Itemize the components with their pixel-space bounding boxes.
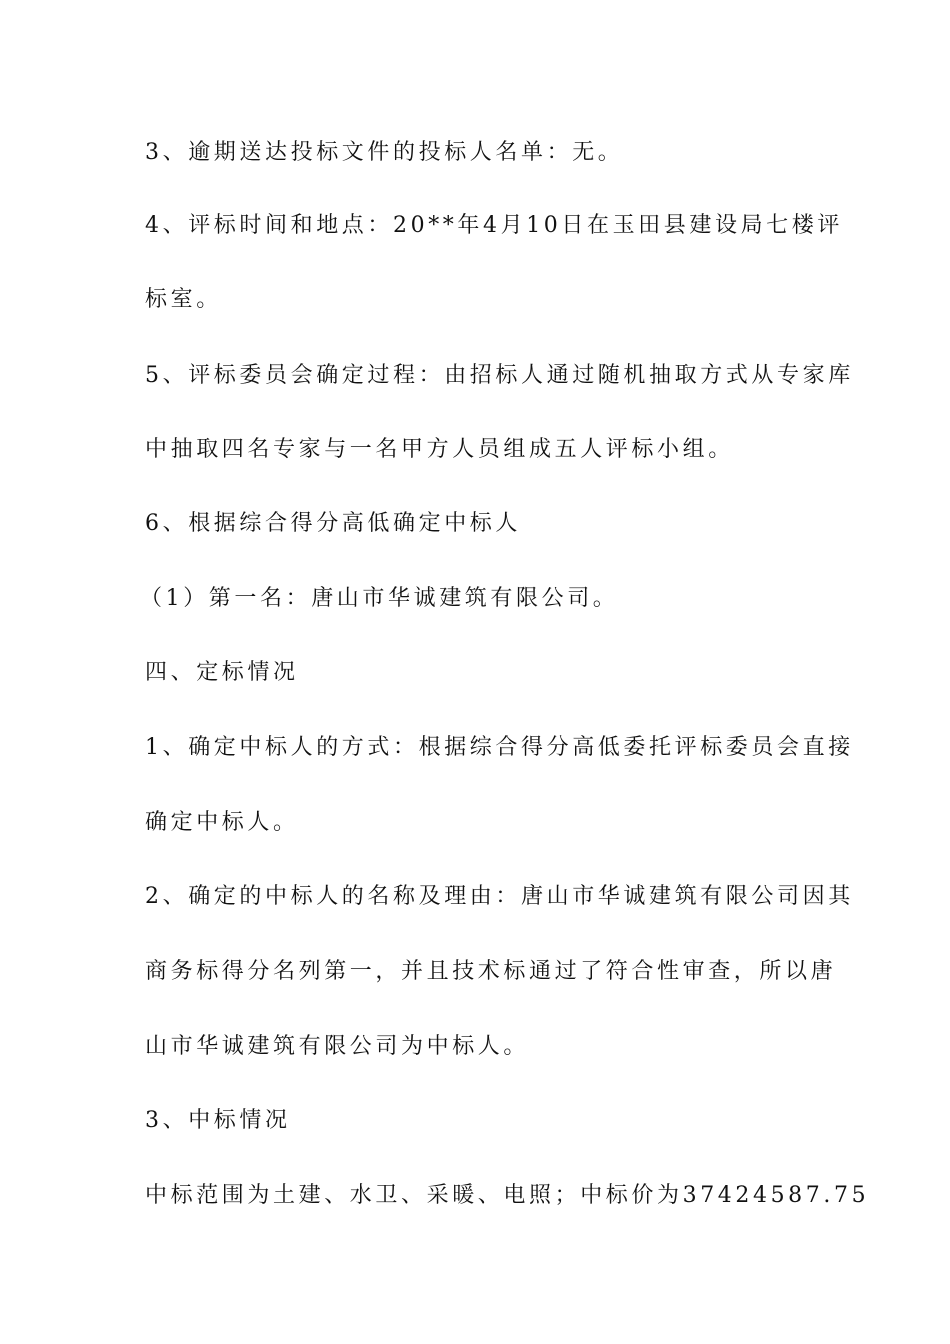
paragraph-award-situation: 3、中标情况 — [145, 1108, 291, 1133]
paragraph-late-bidders: 3、逾期送达投标文件的投标人名单：无。 — [145, 140, 624, 165]
paragraph-award-scope-price: 中标范围为土建、水卫、采暖、电照；中标价为37424587.75 — [145, 1183, 870, 1208]
paragraph-committee-process-cont: 中抽取四名专家与一名甲方人员组成五人评标小组。 — [145, 437, 734, 462]
paragraph-award-method: 1、确定中标人的方式：根据综合得分高低委托评标委员会直接 — [145, 735, 854, 760]
paragraph-evaluation-time-place-cont: 标室。 — [145, 287, 222, 312]
paragraph-award-method-cont: 确定中标人。 — [145, 810, 299, 835]
section-heading-award: 四、定标情况 — [145, 660, 299, 685]
paragraph-first-place: （1）第一名：唐山市华诚建筑有限公司。 — [140, 586, 619, 611]
paragraph-winner-reason-cont-2: 山市华诚建筑有限公司为中标人。 — [145, 1034, 530, 1059]
paragraph-evaluation-time-place: 4、评标时间和地点：20**年4月10日在玉田县建设局七楼评 — [145, 213, 843, 238]
paragraph-committee-process: 5、评标委员会确定过程：由招标人通过随机抽取方式从专家库 — [145, 363, 854, 388]
paragraph-winner-reason-cont-1: 商务标得分名列第一，并且技术标通过了符合性审查，所以唐 — [145, 959, 837, 984]
paragraph-winner-reason: 2、确定的中标人的名称及理由：唐山市华诚建筑有限公司因其 — [145, 884, 854, 909]
paragraph-determine-winner: 6、根据综合得分高低确定中标人 — [145, 511, 521, 536]
